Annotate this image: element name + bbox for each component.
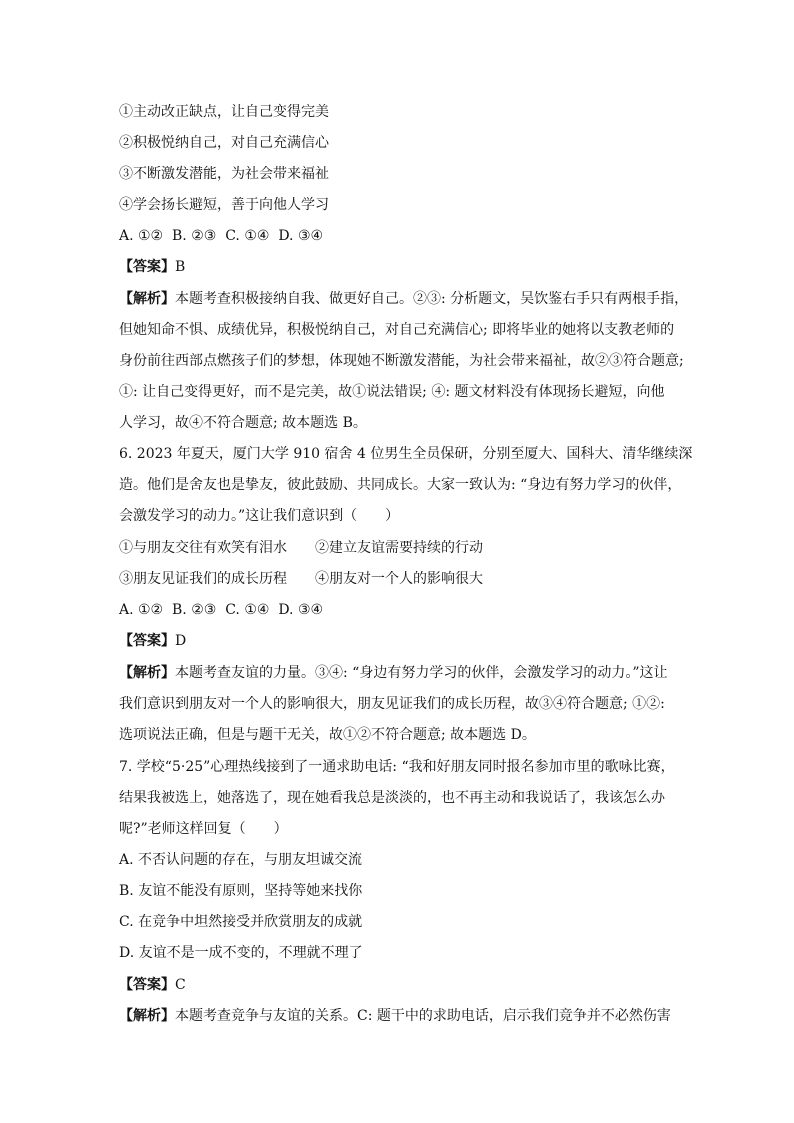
q6-stem-line-3: 会激发学习的动力。”这让我们意识到（ ） xyxy=(119,508,400,524)
q6-choices: A. ①② B. ②③ C. ①④ D. ③④ xyxy=(119,602,324,618)
q6-statements-row-2 xyxy=(119,569,483,589)
q7-analysis-line-1 xyxy=(119,1006,671,1026)
q5-answer xyxy=(119,257,185,277)
q7-option-b: B. 友谊不能没有原则，坚持等她来找你 xyxy=(119,883,363,899)
q5-analysis-line-3: 身份前往西部点燃孩子们的梦想，体现她不断激发潜能，为社会带来福祉，故②③符合题意; xyxy=(119,353,684,369)
q7-stem-line-3: 呢?”老师这样回复（ ） xyxy=(119,821,288,837)
answer-label: 【答案】 xyxy=(119,633,175,649)
q6-statements-row-1 xyxy=(119,538,483,558)
q5-statement-1: ①主动改正缺点，让自己变得完美 xyxy=(119,104,329,120)
q6-answer xyxy=(119,631,186,651)
q5-analysis-line-1 xyxy=(119,289,688,309)
q6-statement-2: ②建立友谊需要持续的行动 xyxy=(315,540,483,556)
q7-option-a: A. 不否认问题的存在，与朋友坦诚交流 xyxy=(119,852,363,868)
q6-stem-line-1: 6. 2023 年夏天，厦门大学 910 宿舍 4 位男生全员保研，分别至厦大、国科大、清华继续深 xyxy=(119,446,693,462)
q5-analysis-line-4: ①: 让自己变得更好，而不是完美，故①说法错误; ④: 题文材料没有体现扬长避短，向他 xyxy=(119,384,665,400)
answer-value: C xyxy=(175,977,186,993)
q5-analysis-line-2: 但她知命不惧、成绩优异，积极悦纳自己，对自己充满信心; 即将毕业的她将以支教老师的 xyxy=(119,322,675,338)
q6-statement-3: ③朋友见证我们的成长历程 xyxy=(119,571,287,587)
analysis-text: 本题考查友谊的力量。③④: “身边有努力学习的伙伴，会激发学习的动力。”这让 xyxy=(175,665,668,681)
q5-analysis-line-5: 人学习，故④不符合题意; 故本题选 B。 xyxy=(119,415,367,431)
answer-label: 【答案】 xyxy=(119,259,175,275)
analysis-label: 【解析】 xyxy=(119,665,175,681)
q7-option-d: D. 友谊不是一成不变的，不理就不理了 xyxy=(119,945,363,961)
q6-analysis-line-2: 我们意识到朋友对一个人的影响很大，朋友见证我们的成长历程，故③④符合题意; ①②: xyxy=(119,696,665,712)
analysis-text: 本题考查竞争与友谊的关系。C: 题干中的求助电话，启示我们竞争并不必然伤害 xyxy=(175,1008,671,1024)
q5-statement-4: ④学会扬长避短，善于向他人学习 xyxy=(119,197,329,213)
answer-value: B xyxy=(175,259,186,275)
analysis-text: 本题考查积极接纳自我、做更好自己。②③: 分析题文，吴饮鉴右手只有两根手指， xyxy=(175,291,689,307)
q7-stem-line-2: 结果我被选上，她落选了，现在她看我总是淡淡的，也不再主动和我说话了，我该怎么办 xyxy=(119,790,665,806)
answer-value: D xyxy=(175,633,187,649)
q6-statement-4: ④朋友对一个人的影响很大 xyxy=(315,571,483,587)
q6-statement-1: ①与朋友交往有欢笑有泪水 xyxy=(119,540,287,556)
analysis-label: 【解析】 xyxy=(119,291,175,307)
q6-analysis-line-1 xyxy=(119,663,667,683)
q7-stem-line-1: 7. 学校“5·25”心理热线接到了一通求助电话: “我和好朋友同时报名参加市里的歌咏比赛， xyxy=(119,759,675,775)
q7-option-c: C. 在竞争中坦然接受并欣赏朋友的成就 xyxy=(119,914,363,930)
analysis-label: 【解析】 xyxy=(119,1008,175,1024)
q5-statement-3: ③不断激发潜能，为社会带来福祉 xyxy=(119,166,329,182)
q6-analysis-line-3: 选项说法正确，但是与题干无关，故①②不符合题意; 故本题选 D。 xyxy=(119,727,536,743)
answer-label: 【答案】 xyxy=(119,977,175,993)
q5-statement-2: ②积极悦纳自己，对自己充满信心 xyxy=(119,135,329,151)
q7-answer xyxy=(119,975,186,995)
q6-stem-line-2: 造。他们是舍友也是挚友，彼此鼓励、共同成长。大家一致认为: “身边有努力学习的伙伴， xyxy=(119,477,682,493)
q5-choices: A. ①② B. ②③ C. ①④ D. ③④ xyxy=(119,228,324,244)
